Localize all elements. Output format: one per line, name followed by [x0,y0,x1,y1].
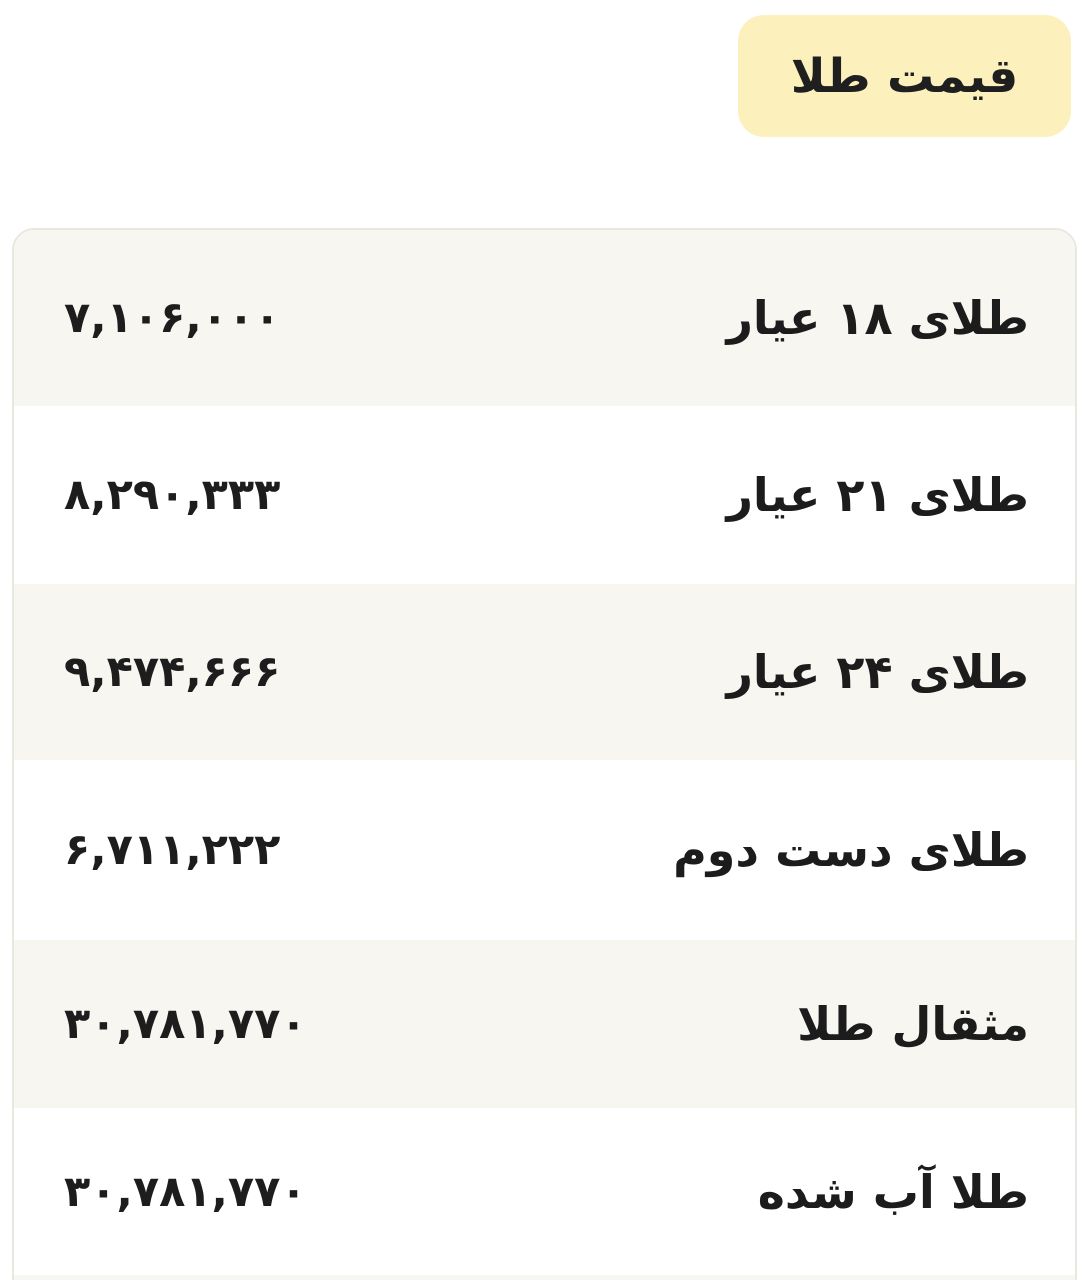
gold-price-title-chip[interactable] [738,15,1071,137]
table-row [14,1108,1075,1275]
row-price-value: ۳۰,۷۸۱,۷۷۰ [64,999,307,1049]
row-label: طلا آب شده [757,1164,1029,1219]
table-row [14,406,1075,584]
table-row-clipped [14,1275,1075,1280]
row-price-value: ۸,۲۹۰,۳۳۳ [64,470,281,520]
row-price-value: ۶,۷۱۱,۲۲۲ [64,825,281,875]
row-price-value: ۳۰,۷۸۱,۷۷۰ [64,1166,307,1217]
row-price-value: ۷,۱۰۶,۰۰۰ [64,293,281,343]
row-label: طلای دست دوم [673,823,1029,877]
row-label: طلای ۲۱ عیار [726,468,1029,522]
table-row [14,230,1075,406]
table-row [14,584,1075,760]
row-price-value: ۹,۴۷۴,۶۶۶ [64,647,281,697]
page-title: قیمت طلا [790,48,1019,104]
row-label: طلای ۲۴ عیار [726,645,1029,699]
row-label: مثقال طلا [797,997,1029,1051]
table-row [14,760,1075,940]
gold-price-table [12,228,1077,1280]
row-label: طلای ۱۸ عیار [726,291,1029,345]
table-row [14,940,1075,1108]
